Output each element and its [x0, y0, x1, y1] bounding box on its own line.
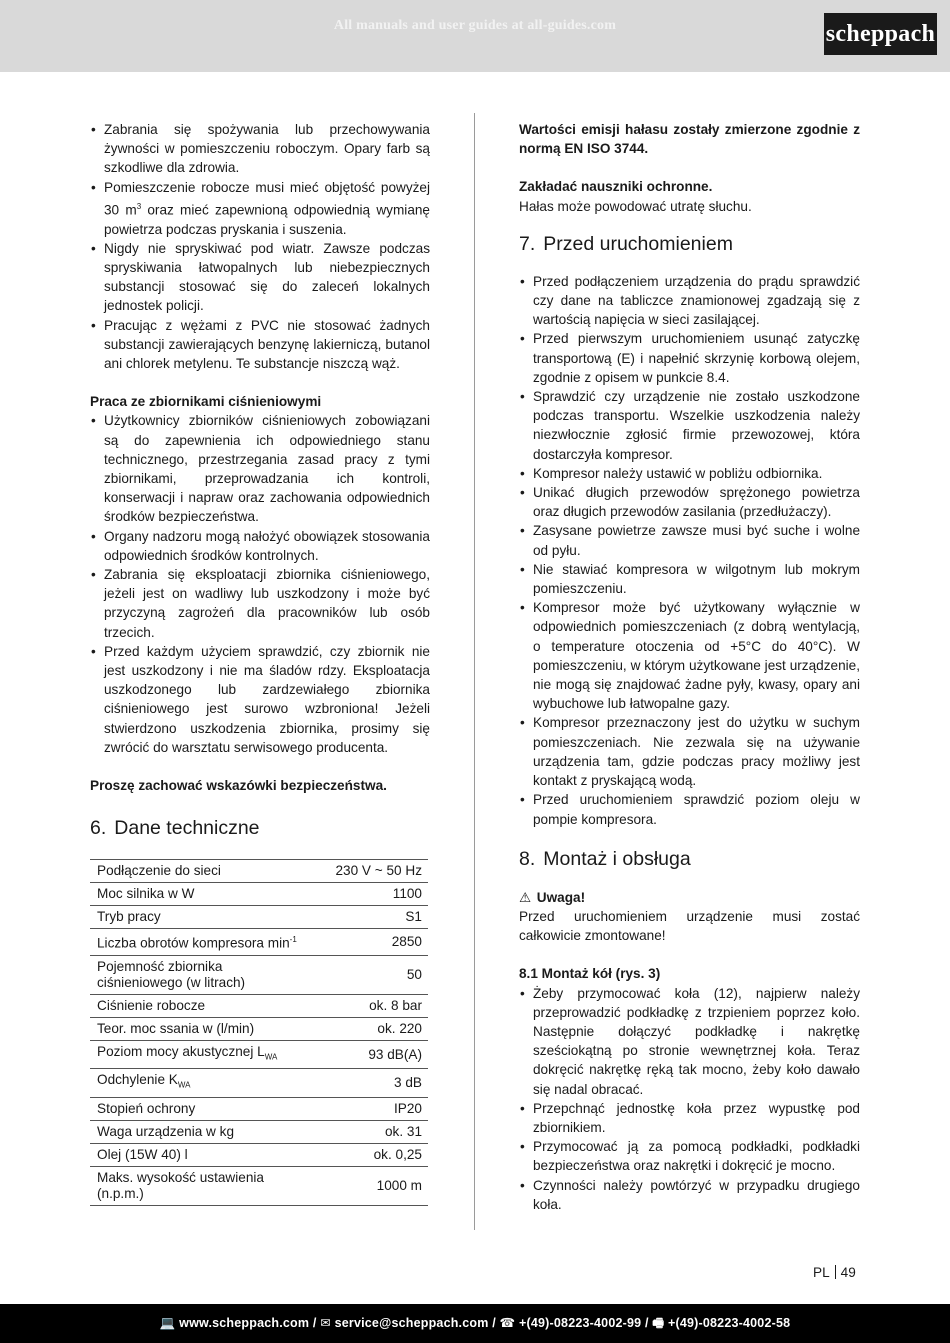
- list-item: • Użytkownicy zbiorników ciśnieniowych zobowiązani są do zapewnienia ich odpowiedniego stanu technicznego, przestrzegania zasad pracy z tymi zbiornikami, przeprowadzania ich kontroli, konserwacji i napraw oraz zachowania odpowiednich środków bezpieczeństwa.: [90, 411, 430, 526]
- table-row: Stopień ochrony IP20: [90, 1098, 428, 1121]
- pressure-vessels-heading: Praca ze zbiornikami ciśnieniowymi: [90, 394, 322, 410]
- page-header: [0, 0, 950, 72]
- list-item: • Przymocować ją za pomocą podkładki, podkładki bezpieczeństwa oraz nakrętki i dokręcić je mocno.: [519, 1137, 860, 1175]
- table-row: Tryb pracy S1: [90, 906, 428, 929]
- list-item: • Żeby przymocować koła (12), najpierw należy przeprowadzić podkładkę z trzpieniem poprzez koło. Następnie dołączyć podkładkę i nakrętkę sześciokątną po stronie wewnętrznej koła. Teraz dokręcić nakrętkę ręką tak mocno, żeby koło dawało się nadal obracać.: [519, 984, 860, 1099]
- list-item: • Organy nadzoru mogą nałożyć obowiązek stosowania odpowiednich środków kontrolnych.: [90, 527, 430, 565]
- table-row: Moc silnika w W 1100: [90, 883, 428, 906]
- list-item: • Czynności należy powtórzyć w przypadku drugiego koła.: [519, 1176, 860, 1214]
- watermark: All manuals and user guides at all-guides.com: [333, 18, 617, 33]
- section-8-heading: 8. Montaż i obsługa: [519, 847, 691, 870]
- scheppach-logo: scheppach: [824, 13, 937, 55]
- safety-list: [90, 120, 430, 373]
- subsection-8-1-heading: 8.1 Montaż kół (rys. 3): [519, 966, 661, 982]
- table-row: Poziom mocy akustycznej $L_{WA}$ 93 dB(A): [90, 1040, 428, 1069]
- warning-icon: ⚠: [519, 889, 532, 905]
- section-7-heading: 7. Przed uruchomieniem: [519, 232, 733, 255]
- list-item: • Zabrania się eksploatacji zbiornika ciśnieniowego, jeżeli jest on wadliwy lub uszkodzony i może być przyczyną zagrożeń dla pracowników lub osób trzecich.: [90, 565, 430, 642]
- wheel-mounting-list: [519, 984, 860, 1214]
- left-column: [90, 120, 430, 1206]
- right-column: [519, 120, 860, 1214]
- list-item: • Przed podłączeniem urządzenia do prądu sprawdzić czy dane na tabliczce znamionowej zgadzają się z wartością napięcia w sieci zasilającej.: [519, 272, 860, 330]
- list-item: • Kompresor przeznaczony jest do użytku w suchym pomieszczeniach. Nie zezwala się na używanie urządzenia tam, gdzie podczas pracy możliwy jest kontakt z pryskającą wodą.: [519, 713, 860, 790]
- list-item: • Zabrania się spożywania lub przechowywania żywności w pomieszczeniu roboczym. Opary farb są szkodliwe dla zdrowia.: [90, 120, 430, 178]
- warning-heading: ⚠ Uwaga!: [519, 888, 860, 907]
- list-item: • Unikać długich przewodów sprężonego powietrza oraz długich przewodów zasilania (przedłużaczy).: [519, 483, 860, 521]
- before-start-list: [519, 272, 860, 829]
- section-6-heading: 6. Dane techniczne: [90, 817, 260, 840]
- noise-emission-note: Wartości emisji hałasu zostały zmierzone zgodnie z normą EN ISO 3744.: [519, 122, 860, 157]
- list-item: • Kompresor należy ustawić w pobliżu odbiornika.: [519, 464, 860, 483]
- list-item: • Nie stawiać kompresora w wilgotnym lub mokrym pomieszczeniu.: [519, 560, 860, 598]
- footer-contact: 💻 www.scheppach.com / ✉ service@scheppach.com / ☎ +(49)-08223-4002-99 / 🖷 +(49)-08223-4002-58: [0, 1304, 950, 1343]
- table-row: Olej (15W 40) l ok. 0,25: [90, 1144, 428, 1167]
- safety-note: Proszę zachować wskazówki bezpieczeństwa.: [90, 778, 387, 794]
- table-row: Ciśnienie robocze ok. 8 bar: [90, 994, 428, 1017]
- list-item: • Nigdy nie spryskiwać pod wiatr. Zawsze podczas spryskiwania łatwopalnych lub niebezpiecznych substancji stosować się do zaleceń lokalnych jednostek policji.: [90, 239, 430, 316]
- list-item: • Pracując z wężami z PVC nie stosować żadnych substancji zawierających benzynę lakierniczą, butanol ani chlorek metylenu. Te substancje niszczą wąż.: [90, 316, 430, 374]
- list-item: • Przed pierwszym uruchomieniem usunąć zatyczkę transportową (E) i napełnić skrzynię korbową olejem, zgodnie z opisem w punkcie 8.4.: [519, 329, 860, 387]
- table-row: Maks. wysokość ustawienia (n.p.m.) 1000 m: [90, 1167, 428, 1206]
- table-row: Podłączenie do sieci 230 V ~ 50 Hz: [90, 860, 428, 883]
- table-row: Teor. moc ssania w (l/min) ok. 220: [90, 1017, 428, 1040]
- list-item: • Przed każdym użyciem sprawdzić, czy zbiornik nie jest uszkodzony i nie ma śladów rdzy. Eksploatacja uszkodzonego lub zardzewiałego zbiornika ciśnieniowego jest surowo wzbroniona! Jeżeli stwierdzono uszkodzenia zbiornika, prosimy się zwrócić do warsztatu serwisowego producenta.: [90, 642, 430, 757]
- list-item: • Przepchnąć jednostkę koła przez wypustkę pod zbiornikiem.: [519, 1099, 860, 1137]
- table-row: Waga urządzenia w kg ok. 31: [90, 1121, 428, 1144]
- list-item: • Sprawdzić czy urządzenie nie zostało uszkodzone podczas transportu. Wszelkie uszkodzenia należy niezwłocznie zgłosić firmie przewozowej, która dostarczyła kompresor.: [519, 387, 860, 464]
- list-item: • Zasysane powietrze zawsze musi być suche i wolne od pyłu.: [519, 521, 860, 559]
- pressure-vessels-list: [90, 411, 430, 757]
- column-divider: [474, 113, 475, 1230]
- table-row: Pojemność zbiornika ciśnieniowego (w litrach) 50: [90, 955, 428, 994]
- list-item: • Kompresor może być użytkowany wyłącznie w odpowiednich pomieszczeniach (z dobrą wentylacją, o temperature otoczenia od +5°C do 40°C). W pomieszczeniu, w którym użytkowane jest urządzenie, nie mogą się znajdować żadne pyły, kwasy, opary ani wybuchowe lub łatwopalne gazy.: [519, 598, 860, 713]
- ear-protection-text: Hałas może powodować utratę słuchu.: [519, 198, 752, 214]
- ear-protection-heading: Zakładać nauszniki ochronne.: [519, 179, 713, 195]
- page-number: PL 49: [813, 1265, 856, 1280]
- tech-data-table: [90, 859, 428, 1206]
- table-row: Odchylenie $K_{WA}$ 3 dB: [90, 1069, 428, 1098]
- warning-text: Przed uruchomieniem urządzenie musi zostać całkowicie zmontowane!: [519, 908, 860, 944]
- list-item: • Pomieszczenie robocze musi mieć objętość powyżej 30 $m^3$ oraz mieć zapewnioną odpowiednią wymianę powietrza podczas pryskania i suszenia.: [90, 178, 430, 239]
- list-item: • Przed uruchomieniem sprawdzić poziom oleju w pompie kompresora.: [519, 790, 860, 828]
- table-row: Liczba obrotów kompresora $\min^{-1}$ 2850: [90, 929, 428, 956]
